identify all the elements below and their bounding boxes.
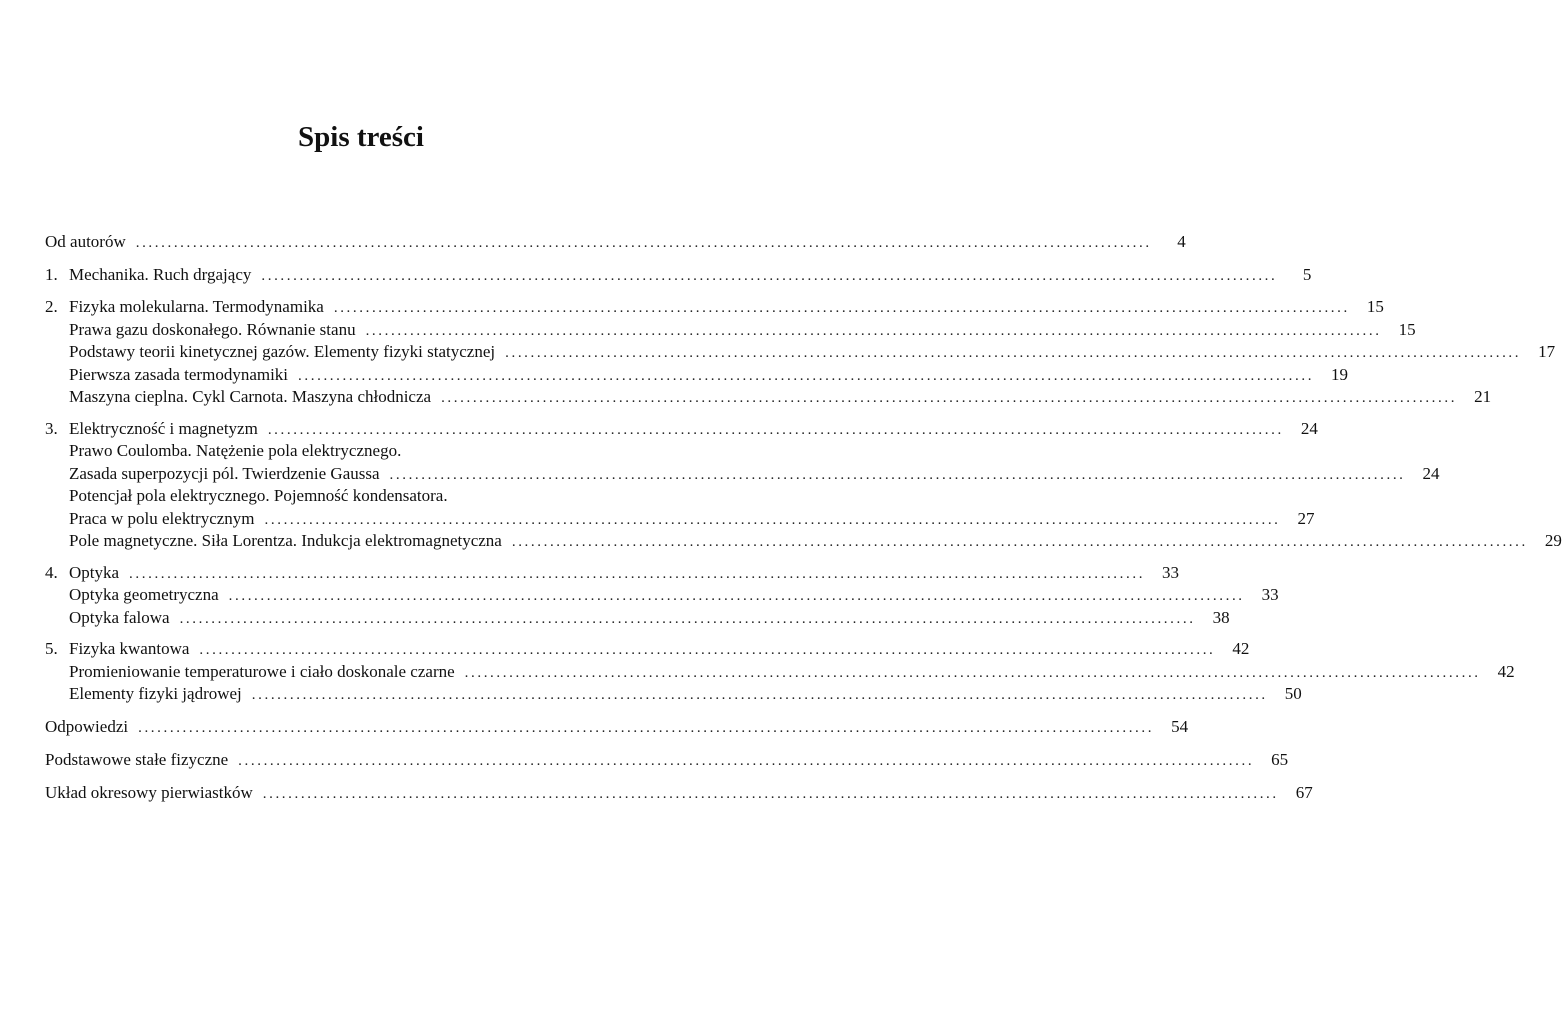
toc-page-number: 17 (1538, 342, 1556, 361)
toc-section-4 (45, 562, 1279, 630)
toc-entry-label: Fizyka molekularna. Termodynamika (69, 297, 324, 316)
dot-leader: ................................................................................................................................................................ (135, 235, 1152, 251)
toc-page-number: 24 (1422, 463, 1440, 483)
toc-entry-label: Fizyka kwantowa (69, 639, 190, 658)
dot-leader: ................................................................................................................................................................ (199, 642, 1216, 658)
toc-entry-label: Optyka geometryczna (69, 585, 219, 604)
toc-subentry (45, 341, 1556, 364)
dot-leader: ................................................................................................................................................................ (129, 565, 1146, 582)
dot-leader: ................................................................................................................................................................ (228, 588, 1245, 604)
dot-leader: ................................................................................................................................................................ (264, 511, 1281, 528)
toc-subentry (45, 386, 1492, 409)
toc-page-number: 38 (1212, 607, 1230, 627)
toc-section-number: 5. (45, 639, 58, 658)
dot-leader: ................................................................................................................................................................ (511, 534, 1528, 550)
dot-leader: ................................................................................................................................................................ (179, 610, 1196, 627)
dot-leader: ................................................................................................................................................................ (389, 466, 1406, 483)
toc-entry-label: Promieniowanie temperaturowe i ciało doskonale czarne (69, 661, 455, 681)
dot-leader: ................................................................................................................................................................ (267, 421, 1284, 438)
toc-section-1 (45, 263, 1312, 287)
toc-entry-label: Zasada superpozycji pól. Twierdzenie Gaussa (69, 463, 380, 483)
dot-leader: ................................................................................................................................................................ (138, 719, 1155, 736)
dot-leader: ................................................................................................................................................................ (238, 752, 1255, 769)
toc-entry-label: Pole magnetyczne. Siła Lorentza. Indukcja elektromagnetyczna (69, 531, 502, 550)
dot-leader: ................................................................................................................................................................ (365, 322, 1382, 339)
toc-section-uklad (45, 781, 1313, 805)
toc-entry (45, 230, 1186, 254)
toc-subentry (45, 584, 1279, 607)
toc-entry (45, 263, 1312, 287)
toc-entry-label: Podstawowe stałe fizyczne (45, 749, 229, 769)
toc-entry-label: Praca w polu elektrycznym (69, 508, 255, 528)
toc-subentry (45, 607, 1230, 630)
toc-subentry (45, 530, 1562, 553)
toc-entry-label: Podstawy teorii kinetycznej gazów. Elementy fizyki statycznej (69, 342, 496, 361)
toc-subentry (45, 661, 1515, 684)
toc-page-number: 24 (1300, 418, 1318, 438)
toc-section-stale (45, 748, 1289, 772)
toc-section-od-autorow (45, 230, 1186, 254)
toc-section-5 (45, 638, 1515, 706)
toc-page-number: 29 (1544, 531, 1562, 550)
toc-section-3 (45, 418, 1562, 553)
toc-entry (45, 715, 1189, 739)
toc-page-number: 33 (1162, 562, 1180, 582)
toc-page-number: 21 (1474, 387, 1492, 406)
dot-leader: ................................................................................................................................................................ (298, 367, 1315, 384)
toc-page-number: 15 (1398, 319, 1416, 339)
dot-leader: ................................................................................................................................................................ (261, 268, 1278, 284)
toc-entry-label: Maszyna cieplna. Cykl Carnota. Maszyna chłodnicza (69, 387, 432, 406)
dot-leader: ................................................................................................................................................................ (505, 345, 1522, 361)
toc-entry-label: Prawa gazu doskonałego. Równanie stanu (69, 319, 356, 339)
toc-subentry (45, 440, 678, 463)
table-of-contents (45, 230, 1562, 814)
toc-entry (45, 562, 1180, 585)
toc-entry (45, 638, 1250, 661)
toc-page-number: 42 (1497, 661, 1515, 681)
toc-entry-label: Elektryczność i magnetyzm (69, 418, 258, 438)
toc-subentry (45, 319, 1416, 342)
toc-page-number: 27 (1297, 508, 1315, 528)
dot-leader: ................................................................................................................................................................ (251, 687, 1268, 703)
toc-entry (45, 748, 1289, 772)
dot-leader: ................................................................................................................................................................ (262, 785, 1279, 802)
toc-section-2 (45, 296, 1556, 409)
toc-entry-label: Optyka (69, 562, 120, 582)
toc-section-number: 2. (45, 297, 58, 316)
toc-page-number: 50 (1284, 684, 1302, 703)
toc-entry-label: Prawo Coulomba. Natężenie pola elektrycznego. (69, 441, 402, 460)
dot-leader: ................................................................................................................................................................ (464, 664, 1481, 681)
toc-page-number: 4 (1177, 232, 1186, 251)
dot-leader: ................................................................................................................................................................ (441, 390, 1458, 406)
toc-entry-label: Układ okresowy pierwiastków (45, 782, 253, 802)
toc-section-odpowiedzi (45, 715, 1189, 739)
toc-page-number: 5 (1302, 265, 1312, 284)
toc-page-number: 33 (1261, 585, 1279, 604)
toc-entry-label: Pierwsza zasada termodynamiki (69, 364, 289, 384)
toc-entry (45, 781, 1313, 805)
toc-page-number: 15 (1366, 297, 1384, 316)
toc-subentry (45, 485, 678, 508)
toc-subentry (45, 364, 1349, 387)
toc-page-number: 42 (1232, 639, 1250, 658)
toc-section-number: 3. (45, 418, 58, 438)
toc-page-number: 54 (1171, 716, 1189, 736)
toc-entry (45, 418, 1318, 441)
toc-page-number: 19 (1331, 364, 1349, 384)
toc-entry-label: Elementy fizyki jądrowej (69, 684, 242, 703)
toc-page-number: 65 (1271, 749, 1289, 769)
toc-entry-label: Optyka falowa (69, 607, 170, 627)
toc-section-number: 1. (45, 265, 58, 284)
toc-section-number: 4. (45, 562, 58, 582)
page-title: Spis treści (298, 121, 424, 153)
toc-entry-label: Od autorów (45, 232, 126, 251)
toc-entry-label: Odpowiedzi (45, 716, 129, 736)
toc-entry-label: Potencjał pola elektrycznego. Pojemność kondensatora. (69, 486, 448, 505)
toc-subentry (45, 463, 1440, 486)
toc-subentry (45, 683, 1302, 706)
toc-entry (45, 296, 1384, 319)
toc-page-number: 67 (1295, 782, 1313, 802)
dot-leader: ................................................................................................................................................................ (333, 300, 1350, 316)
toc-entry-label: Mechanika. Ruch drgający (69, 265, 252, 284)
toc-subentry (45, 508, 1315, 531)
